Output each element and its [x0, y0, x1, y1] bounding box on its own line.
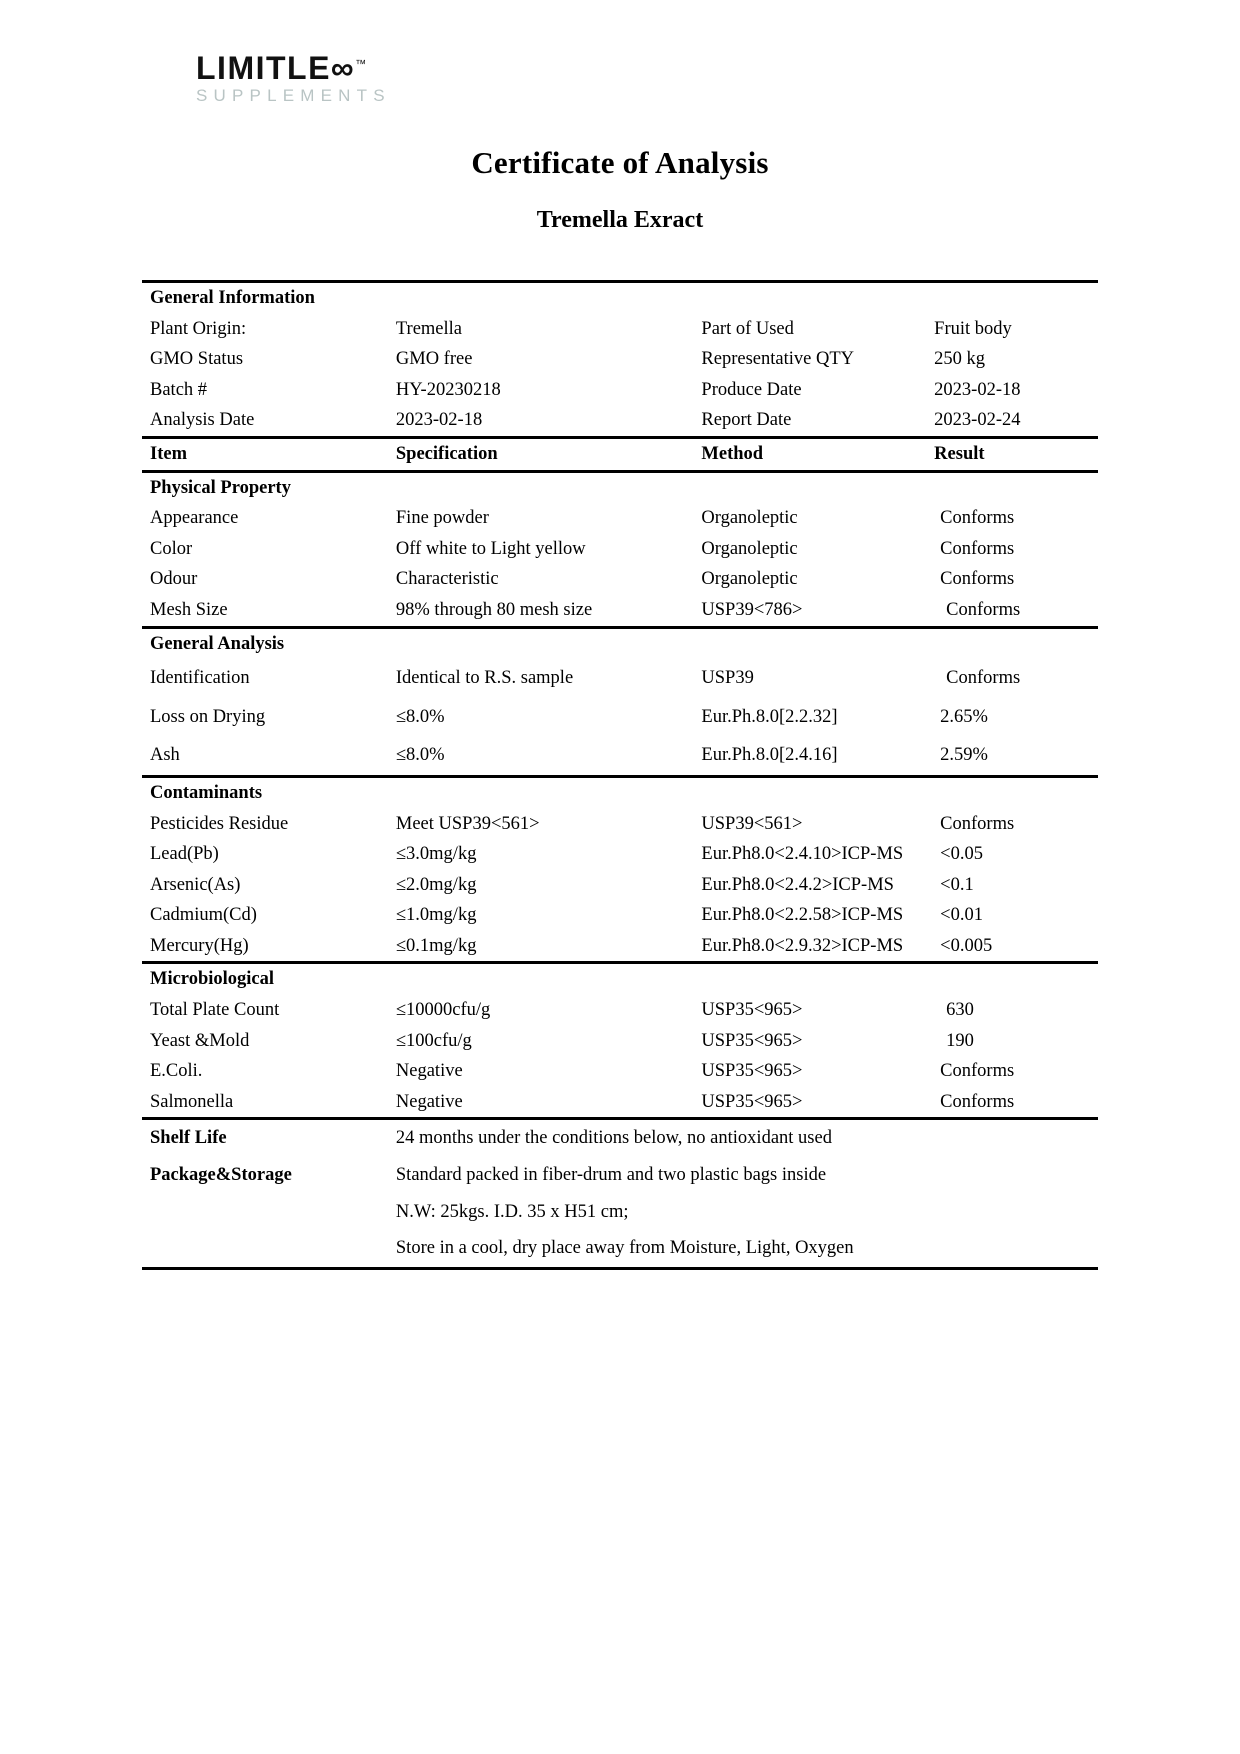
method-arsenic: Eur.Ph8.0<2.4.2>ICP-MS: [701, 874, 894, 895]
table-row: [142, 659, 1098, 698]
spec-arsenic: ≤2.0mg/kg: [395, 874, 477, 895]
table-row: [142, 839, 1098, 870]
contaminants-heading: Contaminants: [142, 776, 1098, 808]
table-row: [142, 595, 1098, 627]
column-header-specification: Specification: [388, 437, 694, 471]
method-ash: Eur.Ph.8.0[2.4.16]: [701, 745, 838, 766]
produce-date-label: Produce Date: [701, 379, 802, 400]
brand-logo-text: LIMITLE∞: [196, 50, 356, 86]
gmo-status-label: GMO Status: [150, 349, 244, 370]
spec-pesticides-residue: Meet USP39<561>: [395, 813, 540, 834]
table-row: [142, 344, 1098, 375]
page-title: Certificate of Analysis: [471, 145, 769, 180]
table-row: [142, 736, 1098, 776]
table-bottom-rule: [142, 1268, 1098, 1270]
microbiological-heading: Microbiological: [142, 963, 1098, 995]
brand-logo-tagline: SUPPLEMENTS: [196, 86, 391, 105]
package-storage-spacer: [142, 1230, 388, 1268]
table-row: [142, 1087, 1098, 1119]
table-row: [142, 809, 1098, 840]
table-row: [142, 931, 1098, 963]
table-section-header-general-analysis: [142, 627, 1098, 659]
table-row: [142, 1056, 1098, 1087]
result-salmonella: Conforms: [940, 1091, 1015, 1112]
result-loss-on-drying: 2.65%: [940, 706, 988, 727]
table-section-header-microbiological: [142, 963, 1098, 995]
item-arsenic: Arsenic(As): [150, 874, 241, 895]
result-odour: Conforms: [940, 569, 1015, 590]
result-ecoli: Conforms: [940, 1061, 1015, 1082]
spec-ash: ≤8.0%: [395, 745, 445, 766]
package-storage-line-1: Standard packed in fiber-drum and two plastic bags inside: [395, 1165, 827, 1186]
item-color: Color: [150, 538, 193, 559]
table-row: [142, 503, 1098, 534]
method-color: Organoleptic: [701, 538, 798, 559]
spec-loss-on-drying: ≤8.0%: [395, 706, 445, 727]
trademark-icon: ™: [355, 58, 367, 71]
produce-date-value: 2023-02-18: [934, 379, 1021, 400]
package-storage-line-2: N.W: 25kgs. I.D. 35 x H51 cm;: [395, 1201, 629, 1222]
spec-salmonella: Negative: [395, 1091, 463, 1112]
method-ecoli: USP35<965>: [701, 1061, 803, 1082]
table-row: [142, 564, 1098, 595]
general-analysis-heading: General Analysis: [142, 627, 1098, 659]
table-row: [142, 534, 1098, 565]
result-mercury: <0.005: [940, 935, 993, 956]
package-storage-spacer: [142, 1194, 388, 1231]
representative-qty-label: Representative QTY: [701, 349, 854, 370]
table-row: [142, 995, 1098, 1026]
method-lead: Eur.Ph8.0<2.4.10>ICP-MS: [701, 844, 904, 865]
spec-color: Off white to Light yellow: [395, 538, 586, 559]
report-date-label: Report Date: [701, 410, 792, 431]
result-lead: <0.05: [940, 844, 983, 865]
part-of-used-value: Fruit body: [934, 318, 1012, 339]
item-ecoli: E.Coli.: [150, 1061, 203, 1082]
spec-odour: Characteristic: [395, 569, 499, 590]
result-ash: 2.59%: [940, 745, 988, 766]
method-mercury: Eur.Ph8.0<2.9.32>ICP-MS: [701, 935, 904, 956]
spec-yeast-mold: ≤100cfu/g: [395, 1030, 472, 1051]
representative-qty-value: 250 kg: [934, 349, 986, 370]
spec-cadmium: ≤1.0mg/kg: [395, 905, 477, 926]
result-mesh-size: Conforms: [946, 599, 1021, 620]
part-of-used-label: Part of Used: [701, 318, 794, 339]
column-header-item: Item: [142, 437, 388, 471]
batch-value: HY-20230218: [395, 379, 501, 400]
result-appearance: Conforms: [940, 508, 1015, 529]
item-odour: Odour: [150, 569, 198, 590]
table-section-header-physical-property: [142, 471, 1098, 503]
result-total-plate-count: 630: [946, 1000, 974, 1021]
method-yeast-mold: USP35<965>: [701, 1030, 803, 1051]
bottom-rule-cell: [142, 1268, 1098, 1270]
spec-ecoli: Negative: [395, 1061, 463, 1082]
method-identification: USP39: [701, 668, 754, 689]
shelf-life-value: 24 months under the conditions below, no antioxidant used: [388, 1119, 1098, 1157]
item-mercury: Mercury(Hg): [150, 935, 249, 956]
gmo-status-value: GMO free: [395, 349, 473, 370]
result-identification: Conforms: [946, 668, 1021, 689]
shelf-life-row: [142, 1119, 1098, 1157]
item-loss-on-drying: Loss on Drying: [150, 706, 266, 727]
table-row: [142, 870, 1098, 901]
method-mesh-size: USP39<786>: [701, 599, 803, 620]
table-section-header-contaminants: [142, 776, 1098, 808]
table-column-headers: [142, 437, 1098, 471]
method-odour: Organoleptic: [701, 569, 798, 590]
result-color: Conforms: [940, 538, 1015, 559]
batch-label: Batch #: [150, 379, 208, 400]
table-row: [142, 375, 1098, 406]
brand-logo: [196, 52, 456, 106]
item-total-plate-count: Total Plate Count: [150, 1000, 280, 1021]
method-loss-on-drying: Eur.Ph.8.0[2.2.32]: [701, 706, 838, 727]
method-cadmium: Eur.Ph8.0<2.2.58>ICP-MS: [701, 905, 904, 926]
table-section-header-general-info: [142, 282, 1098, 314]
table-row: [142, 900, 1098, 931]
package-storage-row: [142, 1230, 1098, 1268]
physical-property-heading: Physical Property: [142, 471, 1098, 503]
shelf-life-label: Shelf Life: [142, 1119, 388, 1157]
item-pesticides-residue: Pesticides Residue: [150, 813, 289, 834]
method-salmonella: USP35<965>: [701, 1091, 803, 1112]
report-date-value: 2023-02-24: [934, 410, 1021, 431]
table-row: [142, 314, 1098, 345]
package-storage-row: [142, 1157, 1098, 1194]
spec-lead: ≤3.0mg/kg: [395, 844, 477, 865]
column-header-method: Method: [693, 437, 926, 471]
method-total-plate-count: USP35<965>: [701, 1000, 803, 1021]
method-appearance: Organoleptic: [701, 508, 798, 529]
analysis-date-label: Analysis Date: [150, 410, 255, 431]
item-yeast-mold: Yeast &Mold: [150, 1030, 250, 1051]
plant-origin-label: Plant Origin:: [150, 318, 247, 339]
table-row: [142, 698, 1098, 737]
spec-mercury: ≤0.1mg/kg: [395, 935, 477, 956]
table-row: [142, 1026, 1098, 1057]
item-identification: Identification: [150, 668, 250, 689]
spec-mesh-size: 98% through 80 mesh size: [395, 599, 593, 620]
item-salmonella: Salmonella: [150, 1091, 234, 1112]
result-cadmium: <0.01: [940, 905, 983, 926]
package-storage-row: [142, 1194, 1098, 1231]
item-cadmium: Cadmium(Cd): [150, 905, 257, 926]
package-storage-label: Package&Storage: [150, 1165, 292, 1186]
product-name: Tremella Exract: [536, 207, 704, 233]
spec-identification: Identical to R.S. sample: [395, 668, 574, 689]
spec-total-plate-count: ≤10000cfu/g: [395, 1000, 491, 1021]
coa-table: [142, 280, 1098, 1270]
column-header-result: Result: [926, 437, 1098, 471]
plant-origin-value: Tremella: [395, 318, 463, 339]
result-pesticides-residue: Conforms: [940, 813, 1015, 834]
item-appearance: Appearance: [150, 508, 239, 529]
item-mesh-size: Mesh Size: [150, 599, 228, 620]
analysis-date-value: 2023-02-18: [395, 410, 483, 431]
brand-logo-name: [196, 52, 456, 84]
package-storage-line-3: Store in a cool, dry place away from Moisture, Light, Oxygen: [395, 1238, 854, 1259]
table-row: [142, 405, 1098, 437]
item-ash: Ash: [150, 745, 180, 766]
general-information-heading: General Information: [142, 282, 1098, 314]
item-lead: Lead(Pb): [150, 844, 219, 865]
result-yeast-mold: 190: [946, 1030, 974, 1051]
method-pesticides-residue: USP39<561>: [701, 813, 803, 834]
spec-appearance: Fine powder: [395, 508, 489, 529]
result-arsenic: <0.1: [940, 874, 974, 895]
